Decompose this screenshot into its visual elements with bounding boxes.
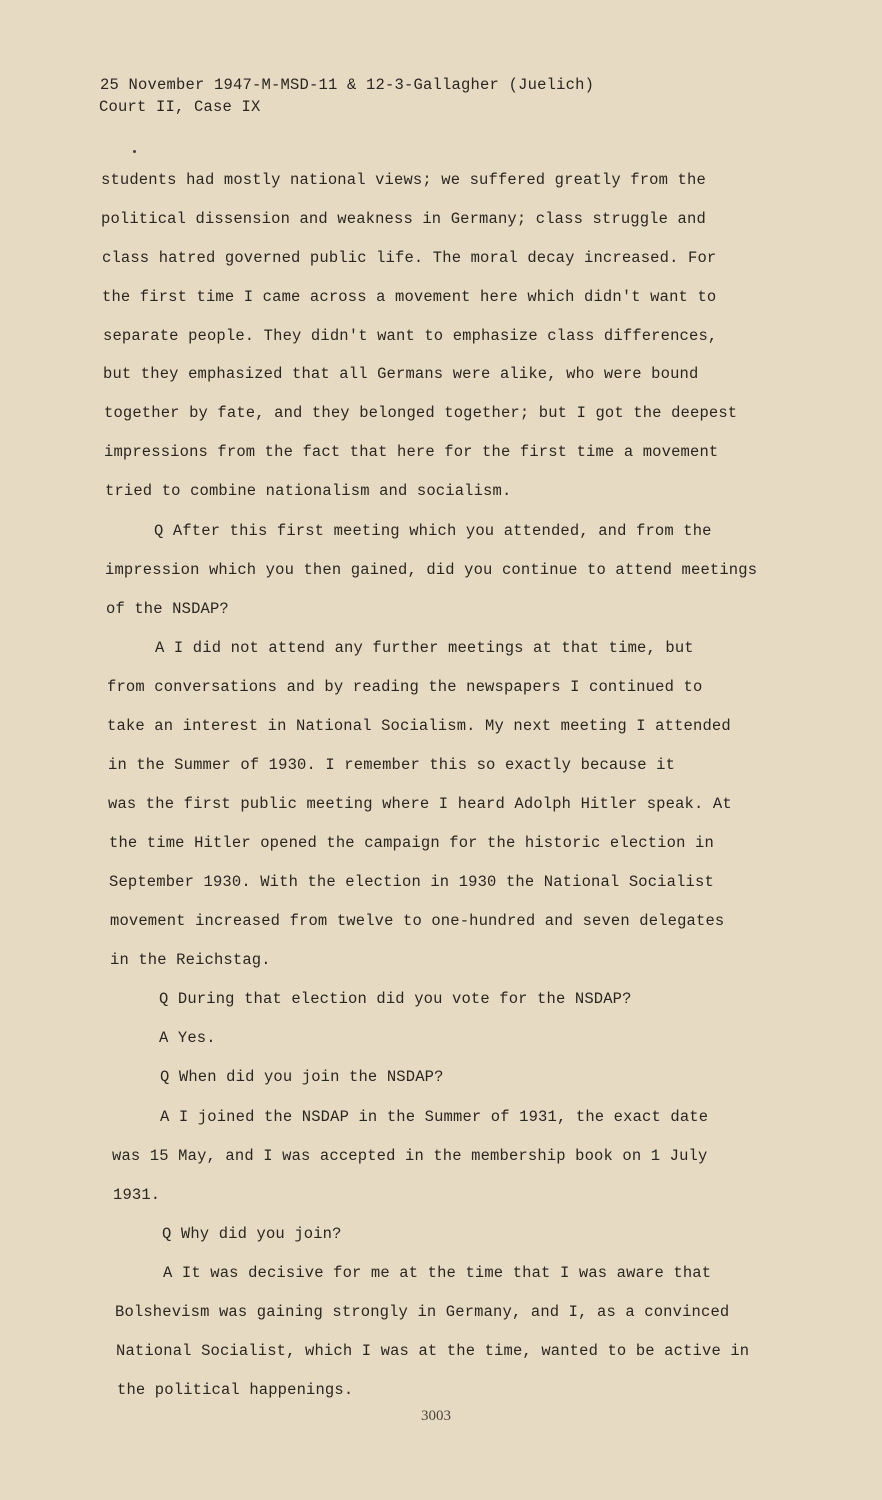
answer-line: A Yes. [159, 1029, 216, 1047]
transcript-line: movement increased from twelve to one-hundred and seven delegates [110, 912, 725, 930]
transcript-line: impressions from the fact that here for the first time a movement [104, 443, 719, 461]
transcript-line: political dissension and weakness in Germany; class struggle and [101, 210, 706, 228]
question-line: Q When did you join the NSDAP? [160, 1068, 444, 1086]
transcript-line: impression which you then gained, did you continue to attend meetings [105, 561, 758, 579]
page-number: 3003 [421, 1408, 451, 1424]
transcript-line: separate people. They didn't want to emphasize class differences, [103, 327, 718, 345]
answer-line: A It was decisive for me at the time that I was aware that [163, 1264, 712, 1282]
transcript-line: students had mostly national views; we suffered greatly from the [101, 171, 706, 189]
document-header [100, 74, 594, 118]
transcript-line: together by fate, and they belonged together; but I got the deepest [104, 404, 738, 422]
question-line: Q Why did you join? [162, 1225, 342, 1243]
transcript-line: class hatred governed public life. The moral decay increased. For [102, 249, 717, 267]
transcript-line: National Socialist, which I was at the time, wanted to be active in [116, 1342, 750, 1360]
answer-line: A I did not attend any further meetings at that time, but [155, 639, 694, 657]
ink-mark [133, 150, 136, 153]
answer-line: A I joined the NSDAP in the Summer of 1931, the exact date [160, 1108, 709, 1126]
transcript-line: was 15 May, and I was accepted in the membership book on 1 July [112, 1147, 708, 1165]
header-line-date-case: 25 November 1947-M-MSD-11 & 12-3-Gallagher (Juelich) [100, 76, 595, 94]
transcript-line: the time Hitler opened the campaign for the historic election in [109, 834, 714, 852]
transcript-line: in the Summer of 1930. I remember this so exactly because it [108, 756, 676, 774]
transcript-line: in the Reichstag. [110, 951, 271, 969]
transcript-line: tried to combine nationalism and socialism. [105, 482, 512, 500]
transcript-line: the political happenings. [117, 1381, 354, 1399]
transcript-line: of the NSDAP? [106, 600, 229, 618]
header-line-court: Court II, Case IX [99, 98, 261, 116]
transcript-line: was the first public meeting where I heard Adolph Hitler speak. At [108, 795, 732, 813]
question-line: Q After this first meeting which you attended, and from the [154, 522, 712, 540]
transcript-line: the first time I came across a movement here which didn't want to [102, 288, 717, 306]
transcript-line: Bolshevism was gaining strongly in Germany, and I, as a convinced [115, 1303, 730, 1321]
transcript-line: from conversations and by reading the newspapers I continued to [107, 678, 703, 696]
transcript-line: take an interest in National Socialism. My next meeting I attended [107, 717, 731, 735]
question-line: Q During that election did you vote for the NSDAP? [159, 990, 632, 1008]
transcript-line: 1931. [113, 1186, 161, 1204]
transcript-line: September 1930. With the election in 1930 the National Socialist [109, 873, 714, 891]
transcript-line: but they emphasized that all Germans were alike, who were bound [103, 365, 699, 383]
